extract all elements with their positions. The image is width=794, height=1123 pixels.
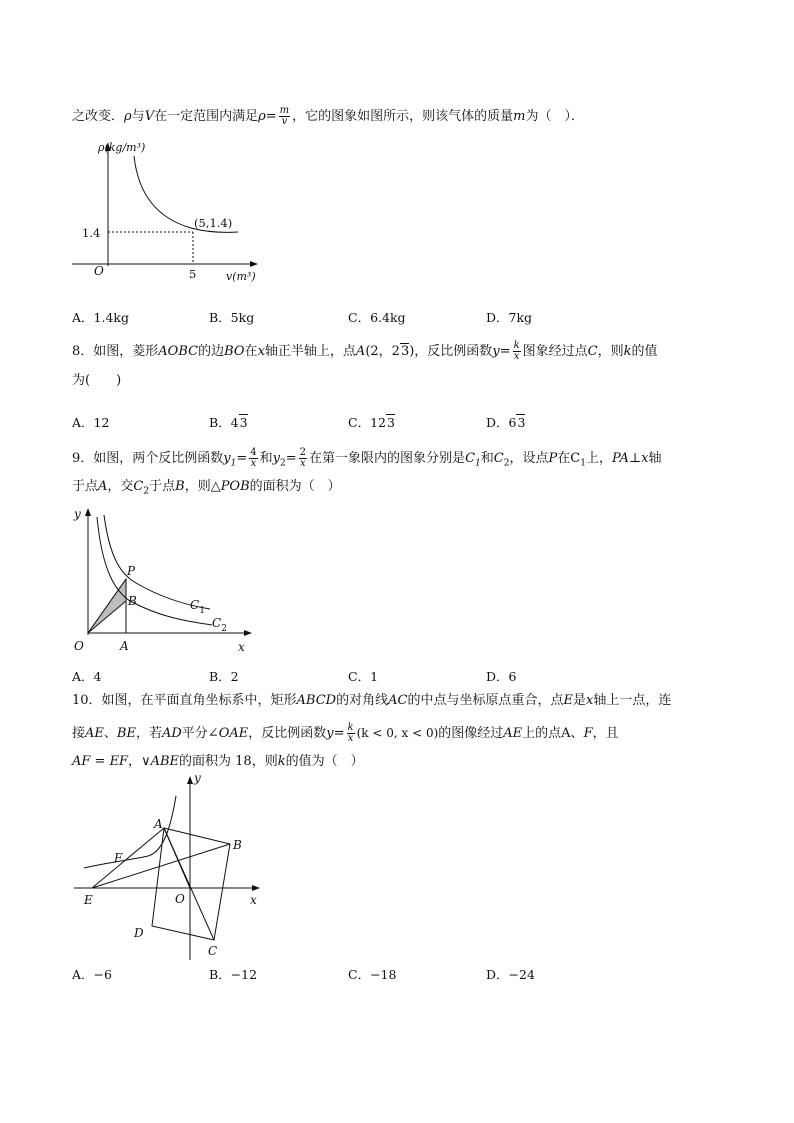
q9-point-b: B	[128, 594, 137, 608]
q9-option-d[interactable]: D．6	[486, 669, 517, 684]
q10-stem-line1: 10．如图，在平面直角坐标系中，矩形ABCD的对角线AC的中点与坐标原点重合，点E是x轴上一点，连	[72, 693, 672, 708]
q9-y-label: y	[74, 507, 81, 521]
q7-option-c[interactable]: C．6.4kg	[348, 310, 406, 325]
q9-graph	[70, 505, 260, 655]
q10-x-label: x	[250, 893, 257, 907]
q8-option-d[interactable]: D．63	[486, 415, 526, 430]
q10-option-b[interactable]: B．−12	[209, 967, 258, 982]
q7-x-tick: 5	[189, 267, 197, 281]
q7-ylabel: ρ(kg/m³)	[98, 141, 146, 154]
q9-fraction-2: $\frac{2}{x}$	[299, 447, 307, 469]
q9-y-arrow	[85, 508, 91, 516]
q9-stem-line1: 9．如图，两个反比例函数$y_1=$ $\frac{4}{x}$ 和$y_2=$ $\frac{2}{x}$ 在第一象限内的图象分别是$C_1$和$C_2$，设点P在$C_1$上，PA⊥x轴	[72, 447, 662, 469]
q7-fraction: $\frac{m}{v}$	[279, 105, 290, 127]
q9-point-a: A	[120, 639, 129, 653]
q10-point-c: C	[208, 944, 218, 958]
q7-xlabel: v(m³)	[226, 270, 256, 283]
q7-option-d[interactable]: D．7kg	[486, 310, 533, 325]
q7-point-label: (5,1.4)	[194, 216, 233, 230]
q9-origin: O	[74, 639, 84, 653]
q7-stem: 之改变．ρ与V在一定范围内满足ρ= $\frac{m}{v}$ ，它的图象如图所示，则该气体的质量m为（ ）．	[72, 105, 584, 127]
q8-option-c[interactable]: C．123	[348, 415, 395, 430]
q7-x-arrow	[250, 261, 258, 267]
q10-rectangle	[152, 828, 230, 940]
q7-option-b[interactable]: B．5kg	[209, 310, 255, 325]
q8-fraction: $\frac{k}{x}$	[513, 340, 520, 362]
q10-option-d[interactable]: D．−24	[486, 967, 535, 982]
q10-option-c[interactable]: C．−18	[348, 967, 397, 982]
q10-stem-line3: AF = EF，∨ABE的面积为 18，则k的值为（ ）	[72, 754, 364, 769]
q10-y-arrow	[187, 776, 193, 784]
q7-option-a[interactable]: A．1.4kg	[72, 310, 129, 325]
q9-x-label: x	[238, 640, 245, 654]
q10-ae-line	[92, 828, 164, 888]
q10-hyperbola	[84, 796, 176, 868]
q10-point-b: B	[233, 838, 242, 852]
q10-point-d: D	[134, 926, 144, 940]
q9-curve-c1-label: $C_1$	[190, 598, 205, 616]
q9-fraction-1: $\frac{4}{x}$	[250, 447, 257, 469]
q9-option-a[interactable]: A．4	[72, 669, 102, 684]
q10-option-a[interactable]: A．−6	[72, 967, 112, 982]
q10-x-arrow	[252, 885, 260, 891]
q8-option-a[interactable]: A．12	[72, 415, 110, 430]
q10-point-e: E	[84, 893, 93, 907]
q10-y-label: y	[194, 771, 201, 785]
q9-point-p: P	[127, 564, 136, 578]
q8-stem-line2: 为( )	[72, 373, 122, 388]
q8-sqrt: 3	[400, 344, 410, 359]
q10-stem-line2: 接AE、BE，若AD平分∠OAE，反比例函数y= $\frac{k}{x}$ (k < 0, x < 0)的图像经过AE上的点A、F，且	[72, 722, 619, 744]
q9-stem-line2: 于点A，交$C_2$于点B，则△POB的面积为（ ）	[72, 479, 341, 497]
q8-stem-line1: 8．如图，菱形AOBC的边BO在x轴正半轴上，点A(2，23)，反比例函数y= $\frac{k}{x}$ 图象经过点C，则k的值	[72, 340, 658, 362]
q10-origin: O	[175, 892, 185, 906]
q7-y-tick: 1.4	[82, 226, 101, 240]
q7-origin: O	[94, 264, 104, 278]
q9-x-arrow	[244, 630, 252, 636]
q10-fraction: $\frac{k}{x}$	[347, 722, 354, 744]
q9-option-b[interactable]: B．2	[209, 669, 239, 684]
q9-curve-c2-label: $C_2$	[212, 616, 227, 634]
q10-graph	[70, 772, 270, 967]
q10-point-f: F	[114, 851, 123, 865]
q9-option-c[interactable]: C．1	[348, 669, 379, 684]
q7-density-graph	[66, 138, 266, 288]
q8-option-b[interactable]: B．43	[209, 415, 248, 430]
q10-point-a: A	[154, 817, 163, 831]
